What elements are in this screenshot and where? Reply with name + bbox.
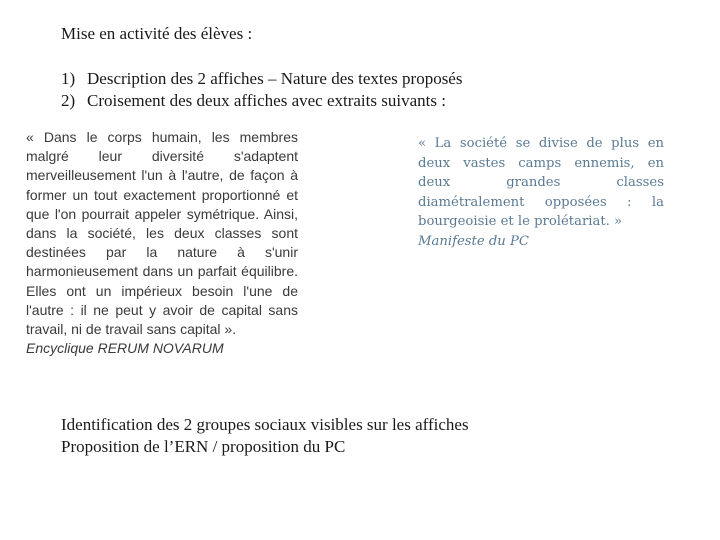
page-heading: Mise en activité des élèves :	[61, 24, 253, 43]
manifeste-source: Manifeste du PC	[418, 233, 529, 249]
bottom-line: Proposition de l’ERN / proposition du PC	[61, 437, 346, 456]
task-number: 2)	[61, 91, 76, 110]
rerum-novarum-quote	[26, 128, 298, 358]
bottom-line: Identification des 2 groupes sociaux visibles sur les affiches	[61, 415, 469, 434]
task-text: Croisement des deux affiches avec extraits suivants :	[87, 91, 446, 110]
task-item	[61, 68, 462, 90]
rerum-novarum-source: Encyclique RERUM NOVARUM	[26, 340, 224, 357]
task-item	[61, 90, 462, 112]
manifeste-quote-text: « La société se divise de plus en deux vastes camps ennemis, en deux grandes classes diamétralement opposées : la bourgeoisie et le prolétariat. »	[418, 136, 664, 230]
task-list	[61, 68, 462, 112]
task-number: 1)	[61, 69, 76, 88]
bottom-instructions	[61, 414, 469, 458]
manifeste-quote	[418, 134, 664, 252]
task-text: Description des 2 affiches – Nature des textes proposés	[87, 69, 463, 88]
rerum-novarum-quote-text: « Dans le corps humain, les membres malgré leur diversité s'adaptent merveilleusement l'un à l'autre, de façon à former un tout exactement proportionné et que l'on pourrait appeler symétrique. Ainsi, dans la société, les deux classes sont destinées par la nature à s'unir harmonieusement dans un parfait équilibre. Elles ont un impérieux besoin l'une de l'autre : il ne peut y avoir de capital sans travail, ni de travail sans capital ».	[26, 129, 298, 338]
